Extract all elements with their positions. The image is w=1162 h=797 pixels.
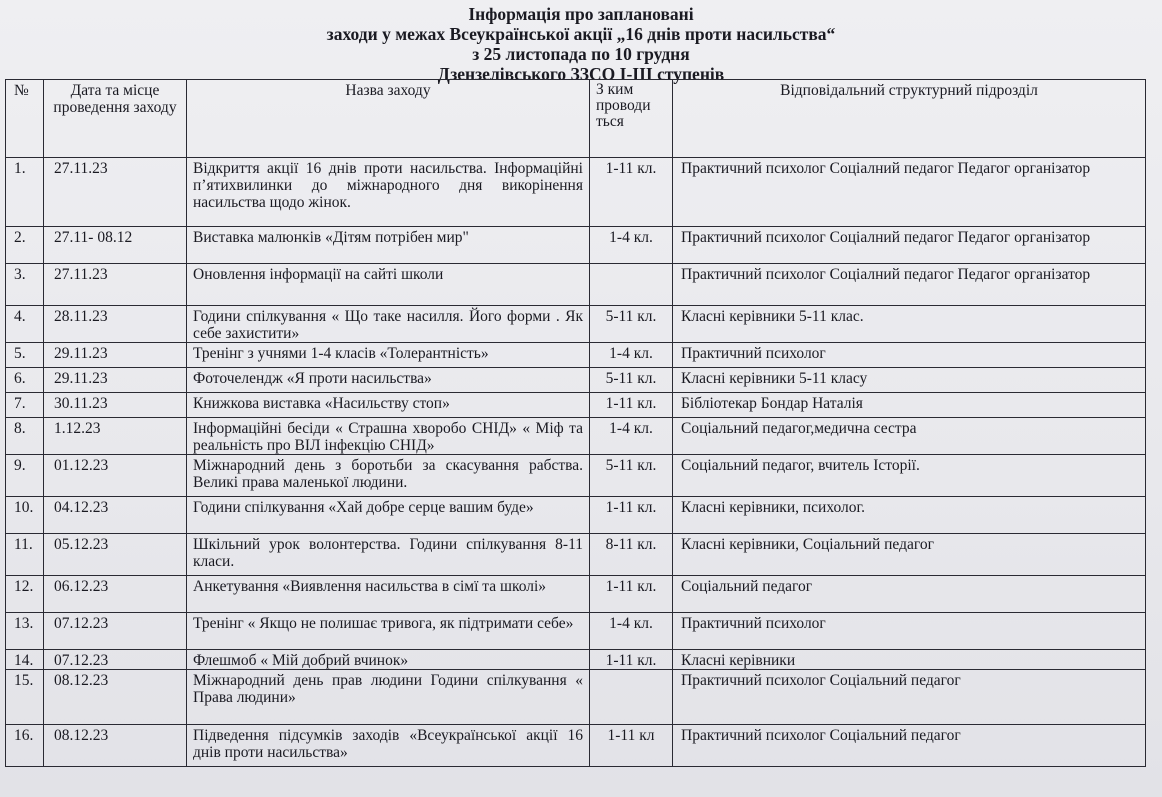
row-event-name-cell: Години спілкування «Хай добре серце вашим буде» <box>187 497 590 534</box>
row-event-name-cell: Тренінг « Якщо не полишає тривога, як підтримати себе» <box>187 613 590 650</box>
table-row <box>6 227 1146 264</box>
row-event-name-cell: Години спілкування « Що таке насилля. Його форми . Як себе захистити» <box>187 306 590 343</box>
table-row <box>6 343 1146 368</box>
table-row <box>6 497 1146 534</box>
row-responsible-cell: Практичний психолог Соціальний педагог <box>673 670 1146 725</box>
row-number-cell: 6. <box>6 368 44 393</box>
row-participants-cell: 1-4 кл. <box>590 343 673 368</box>
row-event-name-cell: Оновлення інформації на сайті школи <box>187 264 590 306</box>
row-number-cell: 4. <box>6 306 44 343</box>
row-date-cell: 1.12.23 <box>44 418 187 455</box>
row-event-name-cell: Відкриття акції 16 днів проти насильства. Інформаційні п’ятихвилинки до міжнародного дня викорінення насильства щодо жінок. <box>187 158 590 227</box>
row-participants-cell: 1-11 кл. <box>590 393 673 418</box>
row-number-cell: 2. <box>6 227 44 264</box>
row-participants-cell: 1-4 кл. <box>590 227 673 264</box>
row-responsible-cell: Соціальний педагог, вчитель Історії. <box>673 455 1146 497</box>
title-line-2: заходи у межах Всеукраїнської акції „16 днів проти насильства“ <box>326 24 836 44</box>
row-number-cell: 3. <box>6 264 44 306</box>
row-number-cell: 11. <box>6 534 44 576</box>
row-number-cell: 15. <box>6 670 44 725</box>
row-event-name-cell: Міжнародний день з боротьби за скасування рабства. Великі права маленької людини. <box>187 455 590 497</box>
row-date-cell: 29.11.23 <box>44 368 187 393</box>
row-date-cell: 05.12.23 <box>44 534 187 576</box>
row-number-cell: 14. <box>6 650 44 670</box>
row-responsible-cell: Класні керівники 5-11 клас. <box>673 306 1146 343</box>
row-number-cell: 12. <box>6 576 44 613</box>
row-date-cell: 04.12.23 <box>44 497 187 534</box>
row-event-name-cell: Інформаційні бесіди « Страшна хворобо СНІД» « Міф та реальність про ВІЛ інфекцію СНІД» <box>187 418 590 455</box>
row-responsible-cell: Практичний психолог Соціалний педагог Педагог організатор <box>673 227 1146 264</box>
row-participants-cell: 1-4 кл. <box>590 613 673 650</box>
table-row <box>6 264 1146 306</box>
row-responsible-cell: Соціальний педагог <box>673 576 1146 613</box>
row-participants-cell: 1-11 кл. <box>590 158 673 227</box>
row-number-cell: 16. <box>6 725 44 767</box>
table-row <box>6 725 1146 767</box>
row-number-cell: 8. <box>6 418 44 455</box>
row-number-cell: 9. <box>6 455 44 497</box>
row-responsible-cell: Практичний психолог Соціалний педагог Педагог організатор <box>673 158 1146 227</box>
col-header-number: № <box>6 80 44 158</box>
row-number-cell: 7. <box>6 393 44 418</box>
table-row <box>6 613 1146 650</box>
row-date-cell: 01.12.23 <box>44 455 187 497</box>
row-number-cell: 13. <box>6 613 44 650</box>
row-responsible-cell: Класні керівники, психолог. <box>673 497 1146 534</box>
title-line-3: з 25 листопада по 10 грудня <box>472 44 690 64</box>
table-row <box>6 158 1146 227</box>
row-participants-cell: 1-11 кл. <box>590 576 673 613</box>
row-participants-cell: 5-11 кл. <box>590 455 673 497</box>
row-date-cell: 07.12.23 <box>44 613 187 650</box>
table-row <box>6 368 1146 393</box>
row-event-name-cell: Міжнародний день прав людини Години спілкування « Права людини» <box>187 670 590 725</box>
row-responsible-cell: Практичний психолог Соціальний педагог <box>673 725 1146 767</box>
row-responsible-cell: Бібліотекар Бондар Наталія <box>673 393 1146 418</box>
table-row <box>6 534 1146 576</box>
row-responsible-cell: Практичний психолог Соціалний педагог Педагог організатор <box>673 264 1146 306</box>
row-date-cell: 27.11- 08.12 <box>44 227 187 264</box>
row-date-cell: 28.11.23 <box>44 306 187 343</box>
row-participants-cell: 1-11 кл. <box>590 497 673 534</box>
row-date-cell: 08.12.23 <box>44 725 187 767</box>
row-number-cell: 5. <box>6 343 44 368</box>
row-date-cell: 08.12.23 <box>44 670 187 725</box>
row-event-name-cell: Анкетування «Виявлення насильства в сімї та школі» <box>187 576 590 613</box>
row-participants-cell: 1-11 кл. <box>590 650 673 670</box>
row-date-cell: 06.12.23 <box>44 576 187 613</box>
row-participants-cell: 1-4 кл. <box>590 418 673 455</box>
row-responsible-cell: Класні керівники <box>673 650 1146 670</box>
row-date-cell: 27.11.23 <box>44 158 187 227</box>
table-row <box>6 576 1146 613</box>
table-row <box>6 393 1146 418</box>
events-table <box>5 79 1146 767</box>
row-number-cell: 10. <box>6 497 44 534</box>
row-event-name-cell: Флешмоб « Мій добрий вчинок» <box>187 650 590 670</box>
title-line-1: Інформація про заплановані <box>468 4 694 24</box>
col-header-responsible: Відповідальний структурний підрозділ <box>673 80 1146 158</box>
row-responsible-cell: Практичний психолог <box>673 343 1146 368</box>
table-row <box>6 306 1146 343</box>
table-row <box>6 670 1146 725</box>
row-date-cell: 07.12.23 <box>44 650 187 670</box>
table-header-row <box>6 80 1146 158</box>
row-date-cell: 30.11.23 <box>44 393 187 418</box>
table-row <box>6 650 1146 670</box>
table-row <box>6 455 1146 497</box>
row-event-name-cell: Тренінг з учнями 1-4 класів «Толерантність» <box>187 343 590 368</box>
table-row <box>6 418 1146 455</box>
row-event-name-cell: Книжкова виставка «Насильству стоп» <box>187 393 590 418</box>
row-responsible-cell: Класні керівники, Соціальний педагог <box>673 534 1146 576</box>
col-header-date: Дата та місце проведення заходу <box>44 80 187 158</box>
row-participants-cell: 5-11 кл. <box>590 306 673 343</box>
col-header-event-name: Назва заходу <box>187 80 590 158</box>
row-participants-cell: 8-11 кл. <box>590 534 673 576</box>
row-responsible-cell: Практичний психолог <box>673 613 1146 650</box>
row-event-name-cell: Шкільний урок волонтерства. Години спілкування 8-11 класи. <box>187 534 590 576</box>
row-responsible-cell: Соціальний педагог,медична сестра <box>673 418 1146 455</box>
row-event-name-cell: Підведення підсумків заходів «Всеукраїнської акції 16 днів проти насильства» <box>187 725 590 767</box>
row-participants-cell <box>590 670 673 725</box>
row-participants-cell: 1-11 кл <box>590 725 673 767</box>
row-date-cell: 29.11.23 <box>44 343 187 368</box>
row-responsible-cell: Класні керівники 5-11 класу <box>673 368 1146 393</box>
title-line-4: Дзензелівського ЗЗСО І-ІІІ ступенів <box>437 64 725 84</box>
row-participants-cell: 5-11 кл. <box>590 368 673 393</box>
row-event-name-cell: Виставка малюнків «Дітям потрібен мир" <box>187 227 590 264</box>
document-heading <box>0 4 1162 84</box>
row-date-cell: 27.11.23 <box>44 264 187 306</box>
row-participants-cell <box>590 264 673 306</box>
col-header-participants: З ким проводи ться <box>590 80 673 158</box>
row-number-cell: 1. <box>6 158 44 227</box>
row-event-name-cell: Фоточелендж «Я проти насильства» <box>187 368 590 393</box>
